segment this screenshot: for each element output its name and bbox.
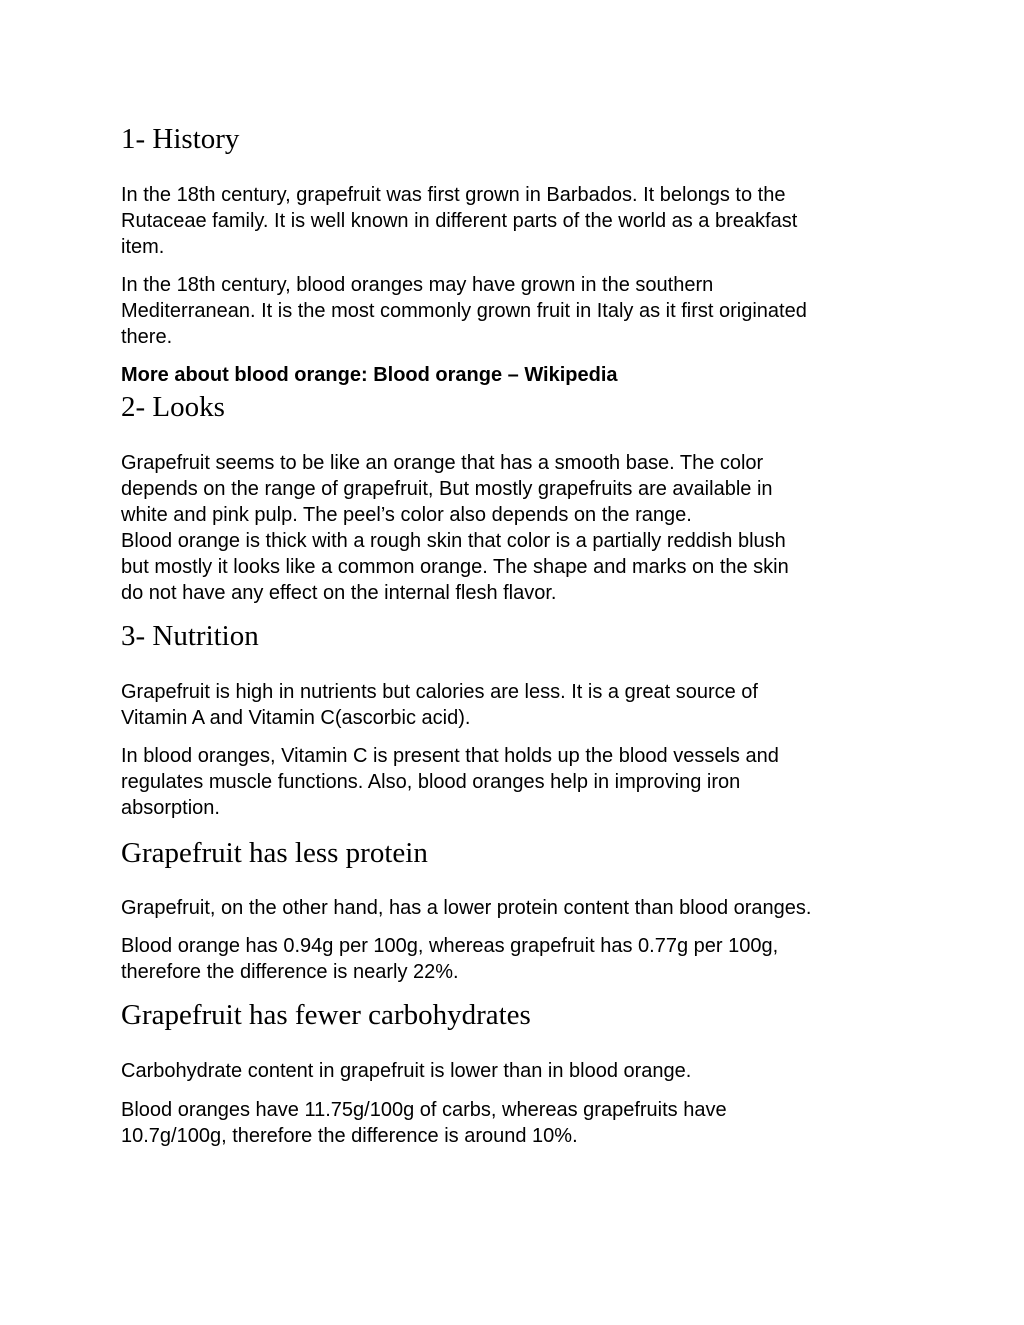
looks-text-line: Blood orange is thick with a rough skin that color is a partially reddish blush (121, 530, 786, 552)
history-text-line: Mediterranean. It is the most commonly grown fruit in Italy as it first originated (121, 300, 807, 322)
section-heading-nutrition: 3- Nutrition (121, 620, 259, 652)
carbohydrates-text-line: 10.7g/100g, therefore the difference is around 10%. (121, 1125, 578, 1147)
section-heading-history: 1- History (121, 123, 240, 155)
history-text-line: there. (121, 326, 173, 348)
looks-text-line: white and pink pulp. The peel’s color also depends on the range. (121, 504, 692, 526)
looks-text-line: Grapefruit seems to be like an orange that has a smooth base. The color (121, 452, 764, 474)
looks-text-line: do not have any effect on the internal flesh flavor. (121, 582, 557, 604)
history-text-line: In the 18th century, blood oranges may have grown in the southern (121, 274, 714, 296)
protein-text-line: Grapefruit, on the other hand, has a lower protein content than blood oranges. (121, 897, 812, 919)
nutrition-text-line: Vitamin A and Vitamin C(ascorbic acid). (121, 707, 471, 729)
nutrition-text-line: regulates muscle functions. Also, blood oranges help in improving iron (121, 771, 741, 793)
section-heading-looks: 2- Looks (121, 391, 225, 423)
nutrition-text-line: absorption. (121, 797, 220, 819)
looks-text-line: but mostly it looks like a common orange. The shape and marks on the skin (121, 556, 789, 578)
section-heading-carbohydrates: Grapefruit has fewer carbohydrates (121, 999, 531, 1031)
history-text-line: item. (121, 236, 165, 258)
section-heading-protein: Grapefruit has less protein (121, 837, 428, 869)
carbohydrates-text-line: Blood oranges have 11.75g/100g of carbs, whereas grapefruits have (121, 1099, 727, 1121)
nutrition-text-line: In blood oranges, Vitamin C is present that holds up the blood vessels and (121, 745, 779, 767)
protein-text-line: therefore the difference is nearly 22%. (121, 961, 459, 983)
carbohydrates-text-line: Carbohydrate content in grapefruit is lower than in blood orange. (121, 1060, 692, 1082)
history-text-line: Rutaceae family. It is well known in different parts of the world as a breakfast (121, 210, 798, 232)
nutrition-text-line: Grapefruit is high in nutrients but calories are less. It is a great source of (121, 681, 758, 703)
history-text-line: In the 18th century, grapefruit was first grown in Barbados. It belongs to the (121, 184, 786, 206)
looks-text-line: depends on the range of grapefruit, But mostly grapefruits are available in (121, 478, 773, 500)
protein-text-line: Blood orange has 0.94g per 100g, whereas grapefruit has 0.77g per 100g, (121, 935, 779, 957)
blood-orange-wikipedia-link[interactable]: More about blood orange: Blood orange – Wikipedia (121, 364, 618, 386)
